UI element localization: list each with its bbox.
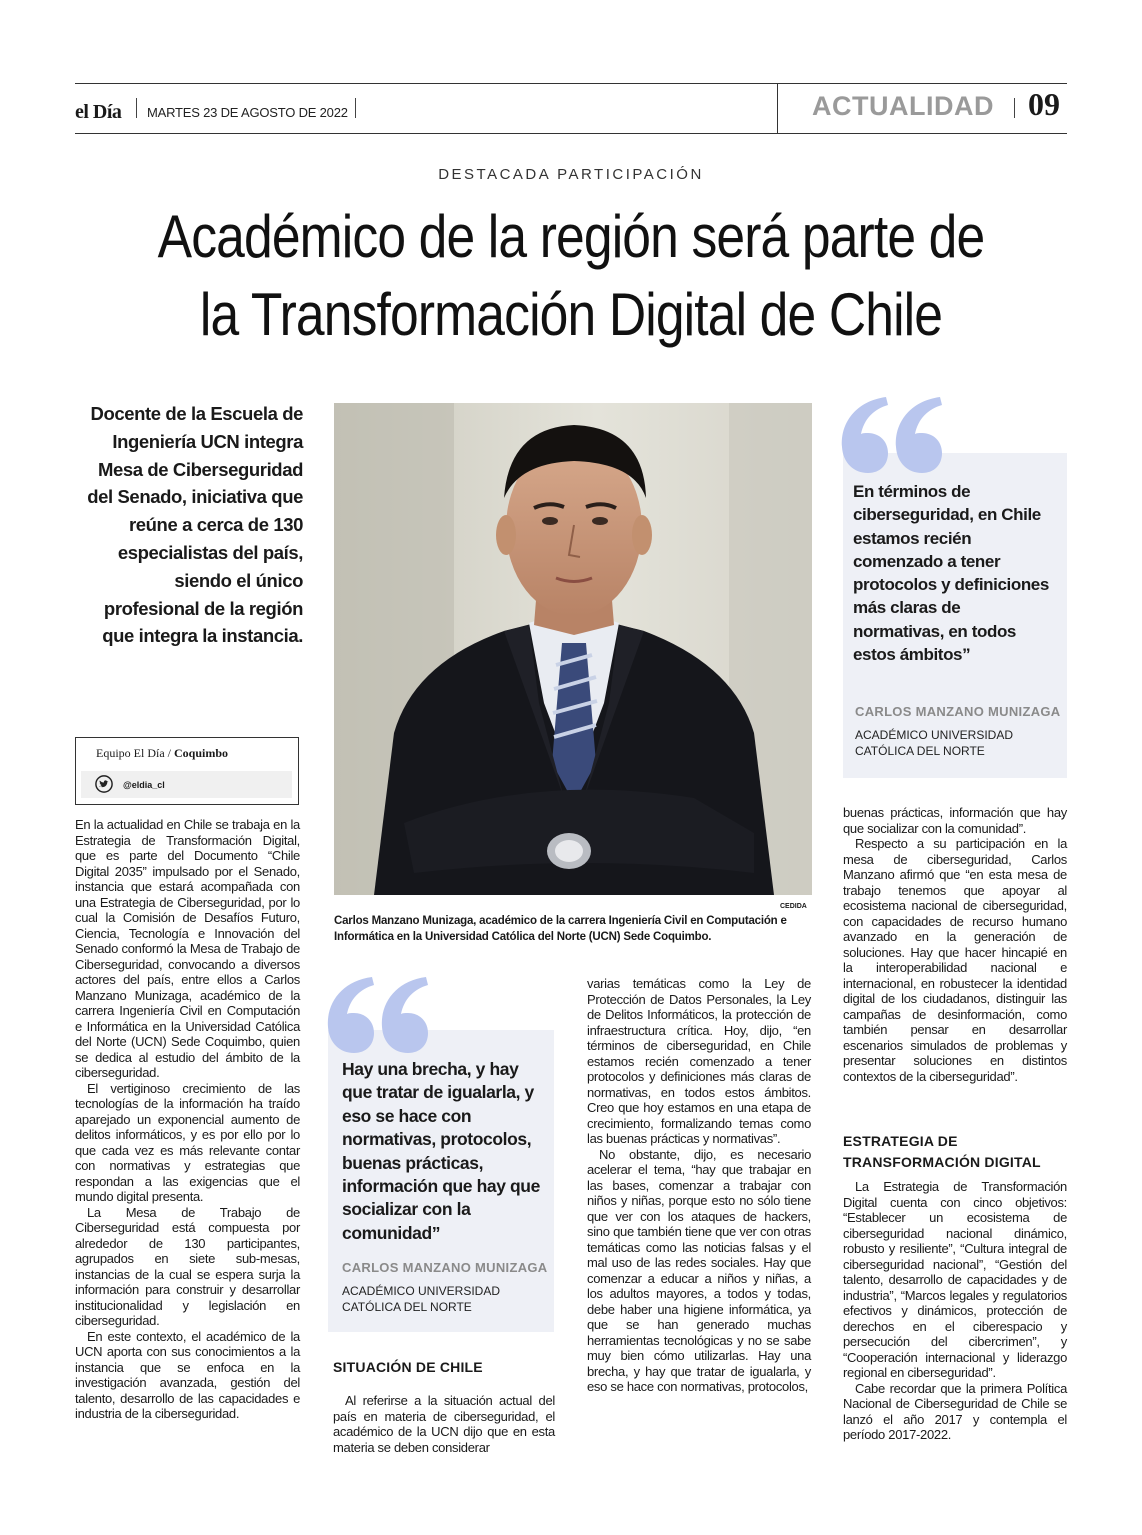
subhead-estrategia [843,1131,1041,1173]
body-paragraph: Respecto a su participación en la mesa de ciberseguridad, Carlos Manzano afirmó que “en esta mesa de trabajo tenemos que apoyar al ecosistema nacional de ciberseguridad, con capacidades de recurso humano avanzado en la generación de soluciones. Hay que hacer hincapié en la interoperabilidad nacional e internacional, en robustecer la identidad digital de los ciudadanos, distinguir las campañas de desinformación, como también pensar en desarrollar escenarios simulados de problemas y presentar soluciones en distintos contextos de la ciberseguridad”. [843,836,1067,1084]
body-paragraph: Al referirse a la situación actual del país en materia de ciberseguridad, el académico de la UCN dijo que en esta materia se deben considerar [333,1393,555,1455]
body-paragraph: El vertiginoso crecimiento de las tecnologías de la información ha traído aparejado un exponencial aumento de delitos informáticos, y es por ello por lo que cada vez es más relevante contar con normativas y estrategias que respondan a las exigencias que el mundo digital presenta. [75,1080,300,1204]
pull-quote-mid-text: Hay una brecha, y hay que tratar de igualarla, y eso se hace con normativas, protocolos, buenas prácticas, información que hay que socializar con la comunidad” [342,1059,540,1243]
issue-date: MARTES 23 DE AGOSTO DE 2022 [147,105,348,120]
section-name: ACTUALIDAD [812,91,994,121]
body-paragraph: No obstante, dijo, es necesario acelerar el tema, “hay que trabajar en las bases, comenzar a trabajar con niños y niñas, porque esto no sólo tiene que ver con los ataques de hackers, sino que también tiene que ver con otras temáticas como las noticias falsas y el mal uso de las redes sociales. Hay que comenzar a educar a niños y niñas, a los adultos mayores, a todos y todas, debe haber una higiene informática, ya que se han generado muchas herramientas tecnológicas y no se sabe muy bien cómo utilizarlas. Hay una brecha, y hay que tratar de igualarla, y eso se hace con normativas, protocolos, [587,1146,811,1394]
page-number: 09 [1028,86,1060,122]
subhead-situacion: SITUACIÓN DE CHILE [333,1359,483,1375]
lead-paragraph: Docente de la Escuela de Ingeniería UCN integra Mesa de Ciberseguridad del Senado, iniciativa que reúne a cerca de 130 especialistas del país, siendo el único profesional de la región que integra la instancia. [87,403,303,647]
byline-city: Coquimbo [174,746,229,760]
header-divider [1014,98,1015,118]
body-column-1 [75,817,300,1422]
pull-quote-mid-role: ACADÉMICO UNIVERSIDAD CATÓLICA DEL NORTE [342,1284,501,1314]
pull-quote-top-name: CARLOS MANZANO MUNIZAGA [855,704,1061,719]
body-paragraph: La Mesa de Trabajo de Ciberseguridad está compuesta por alrededor de 130 participantes, agrupados en siete sub-mesas, instancias de la cual se espera surja la información para construir y desarrollar institucionalidad y legislación en ciberseguridad. [75,1204,300,1328]
subhead-line: TRANSFORMACIÓN DIGITAL [843,1154,1041,1170]
byline-box [75,737,299,805]
photo-caption: Carlos Manzano Munizaga, académico de la carrera Ingeniería Civil en Computación e Informática en la Universidad Católica del Norte (UCN) Sede Coquimbo. [334,915,787,943]
photo-credit: CEDIDA [780,903,807,910]
twitter-bird-icon [95,775,113,793]
body-paragraph: varias temáticas como la Ley de Protección de Datos Personales, la Ley de Delitos Informáticos, la protección de infraestructura crítica. Hoy, dijo, “en términos de ciberseguridad, en Chile estamos recién comenzado a tener protocolos y definiciones más claras de normativas, en todos estos ámbitos. Creo que hoy estamos en una etapa de crecimiento, formalizando temas como las buenas prácticas y normativas”. [587,976,811,1146]
body-paragraph: Cabe recordar que la primera Política Nacional de Ciberseguridad de Chile se lanzó el año 2017 y contempla el período 2017-2022. [843,1380,1067,1442]
quote-mark-icon [838,395,948,475]
headline-line-2: la Transformación Digital de Chile [199,281,943,348]
header-bottom-rule [75,133,1067,134]
quote-mark-icon [324,975,434,1055]
body-paragraph: La Estrategia de Transformación Digital cuenta con cinco objetivos: “Establecer un ecosistema de ciberseguridad nacional dinámico, robusto y resiliente”, “Cultura integral de ciberseguridad nacional”, “Gestión del talento, desarrollo de capacidades y de industria”, “Marcos legales y regulatorios efectivos y dinámicos, protección de derechos en el ciberespacio y persecución del cibercrimen”, y “Cooperación internacional y liderazgo regional en ciberseguridad”. [843,1179,1067,1380]
pull-quote-mid-name: CARLOS MANZANO MUNIZAGA [342,1260,548,1275]
body-column-4b [843,1179,1067,1443]
headline [114,198,1027,354]
pull-quote-top-role: ACADÉMICO UNIVERSIDAD CATÓLICA DEL NORTE [855,728,1014,758]
header-divider [777,84,778,133]
body-paragraph: En la actualidad en Chile se trabaja en la Estrategia de Transformación Digital, que es parte del Documento “Chile Digital 2035” impulsado por el Senado, instancia que estará acompañada con una Estrategia de Ciberseguridad, por lo cual la Comisión de Desafíos Futuro, Ciencia, Tecnología e Innovación del Senado conformó la Mesa de Trabajo de Ciberseguridad, convocando a diversos actores del país, entre ellos a Carlos Manzano Munizaga, académico de la carrera Ingeniería Civil en Computación e Informática en la Universidad Católica del Norte (UCN) Sede Coquimbo, quien se dedica al estudio del ámbito de la ciberseguridad. [75,817,300,1080]
byline-author [96,746,228,761]
header-top-rule [75,83,1067,84]
pull-quote-top-text: En términos de ciberseguridad, en Chile estamos recién comenzado a tener protocolos y definiciones más claras de normativas, en todos estos ámbitos” [853,482,1049,665]
portrait-photo [334,403,812,895]
masthead-logo: el Día [75,101,122,123]
body-paragraph: En este contexto, el académico de la UCN aporta con sus conocimientos a la instancia que se enfoca en la investigación avanzada, gestión del talento, desarrollo de las capacidades e industria de la ciberseguridad. [75,1328,300,1421]
byline-team: Equipo El Día / [96,746,171,760]
kicker: DESTACADA PARTICIPACIÓN [438,166,704,183]
header-divider [355,98,356,118]
headline-line-1: Académico de la región será parte de [157,203,985,270]
header-divider [136,98,137,118]
body-column-3 [587,976,811,1395]
twitter-handle[interactable]: @eldia_cl [123,780,165,790]
twitter-row [81,771,292,798]
body-column-4 [843,805,1067,1084]
body-column-2 [333,1393,555,1455]
subhead-line: ESTRATEGIA DE [843,1133,958,1149]
body-paragraph: buenas prácticas, información que hay que socializar con la comunidad”. [843,805,1067,836]
